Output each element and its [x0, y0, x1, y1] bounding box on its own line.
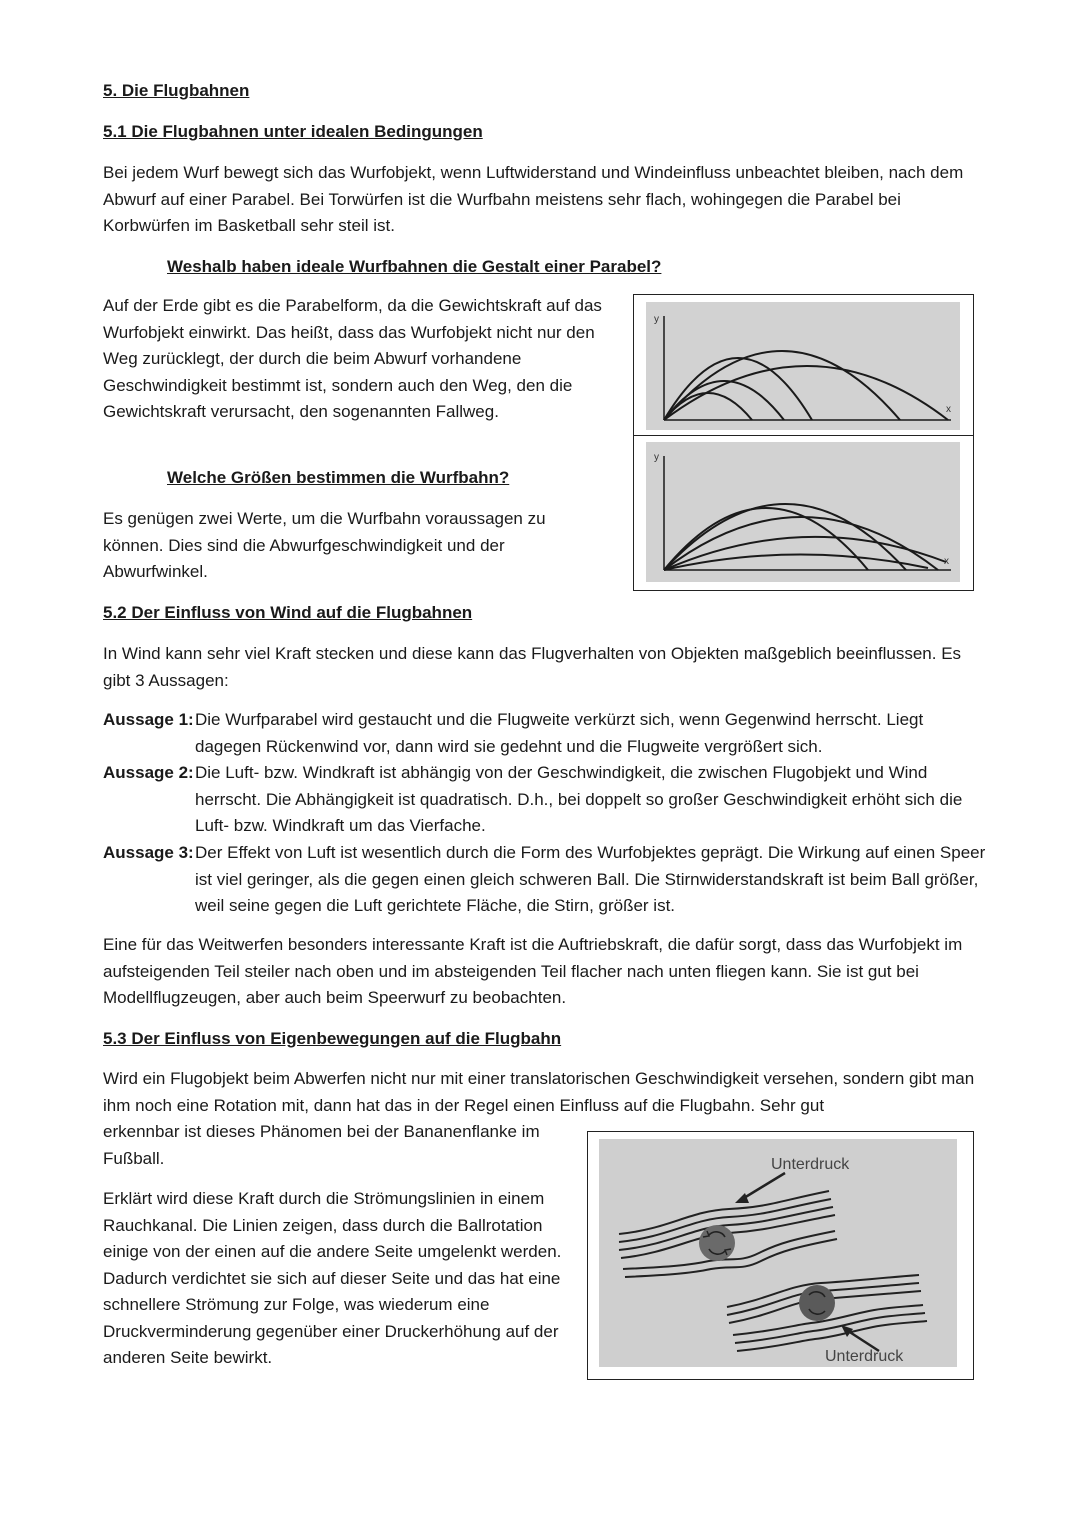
label-unterdruck-top: Unterdruck — [771, 1156, 850, 1173]
parabola-graph-top — [646, 302, 960, 430]
intro-paragraph-5-3: Wird ein Flugobjekt beim Abwerfen nicht nur mit einer translatorischen Geschwindigkeit versehen, sondern gibt man ihm noch eine Rotation mit, dann hat das in der Regel einen Einfluss auf die Flugbahn. Sehr gut — [103, 1069, 975, 1115]
label-unterdruck-bottom: Unterdruck — [825, 1348, 904, 1365]
statement-3-text: Der Effekt von Luft ist wesentlich durch die Form des Wurfobjektes geprägt. Die Wirkung auf einen Speer ist viel geringer, als die gegen einen gleich schweren Ball. Die Stirnwiderstandskraft ist beim Ball größer, weil seine gegen die Luft gerichtete Fläche, die Stirn, größer ist. — [195, 843, 986, 915]
section-title: 5. Die Flugbahnen — [103, 81, 250, 100]
axis-label-y-top: y — [654, 314, 659, 325]
intro-paragraph-5-2: In Wind kann sehr viel Kraft stecken und diese kann das Flugverhalten von Objekten maßgeblich beeinflussen. Es gibt 3 Aussagen: — [103, 644, 962, 690]
statement-3-label: Aussage 3: — [103, 843, 194, 862]
parabola-panel-bottom — [646, 442, 960, 582]
question-parabola: Weshalb haben ideale Wurfbahnen die Gestalt einer Parabel? — [167, 257, 662, 276]
magnus-figure — [587, 1131, 974, 1380]
outro-paragraph-5-2: Eine für das Weitwerfen besonders interessante Kraft ist die Auftriebskraft, die dafür sorgt, dass das Wurfobjekt im aufsteigenden Teil steiler nach oben und im absteigenden Teil flacher nach unten fliegen kann. Sie ist gut bei Modellflugzeugen, aber auch beim Speerwurf zu beobachten. — [103, 935, 963, 1007]
statement-2 — [103, 760, 993, 840]
intro-paragraph-5-3-rest: erkennbar ist dieses Phänomen bei der Bananenflanke im Fußball. — [103, 1122, 540, 1168]
statement-3 — [103, 840, 993, 920]
subsection-5-3-title: 5.3 Der Einfluss von Eigenbewegungen auf die Flugbahn — [103, 1029, 562, 1048]
axis-label-x-top: x — [946, 404, 951, 415]
statement-2-label: Aussage 2: — [103, 763, 194, 782]
parabola-panel-top — [646, 302, 960, 430]
statement-1 — [103, 707, 993, 760]
ball-lower — [799, 1285, 835, 1321]
statement-1-label: Aussage 1: — [103, 710, 194, 729]
answer-parabola: Auf der Erde gibt es die Parabelform, da die Gewichtskraft auf das Wurfobjekt einwirkt. Das heißt, dass das Wurfobjekt nicht nur den Weg zurücklegt, der durch die beim Abwurf vorhandene Geschwindigkeit bestimmt ist, sondern auch den Weg, den die Gewichtskraft verursacht, den sogenannten Fallweg. — [103, 296, 602, 421]
streamline-diagram — [599, 1139, 957, 1367]
axis-label-y-bottom: y — [654, 452, 659, 463]
axis-label-x-bottom: x — [944, 556, 949, 567]
explanation-paragraph: Erklärt wird diese Kraft durch die Strömungslinien in einem Rauchkanal. Die Linien zeigen, dass durch die Ballrotation einige von der einen auf die andere Seite umgelenkt werden. Dadurch verdichtet sie sich auf dieser Seite und das hat eine schnellere Strömung zur Folge, was wiederum eine Druckverminderung gegenüber einer Druckerhöhung auf der anderen Seite bewirkt. — [103, 1189, 562, 1367]
intro-paragraph-5-1: Bei jedem Wurf bewegt sich das Wurfobjekt, wenn Luftwiderstand und Windeinfluss unbeachtet bleiben, nach dem Abwurf auf einer Parabel. Bei Torwürfen ist die Wurfbahn meistens sehr flach, wohingegen die Parabel bei Korbwürfen im Basketball sehr steil ist. — [103, 163, 964, 235]
parabola-graph-bottom — [646, 442, 960, 582]
figure-divider — [634, 435, 973, 436]
ball-upper — [699, 1225, 735, 1261]
subsection-5-1-title: 5.1 Die Flugbahnen unter idealen Bedingungen — [103, 122, 483, 141]
magnus-panel — [599, 1139, 957, 1367]
statement-2-text: Die Luft- bzw. Windkraft ist abhängig von der Geschwindigkeit, die zwischen Flugobjekt und Wind herrscht. Die Abhängigkeit ist quadratisch. D.h., bei doppelt so großer Geschwindigkeit erhöht sich die Luft- bzw. Windkraft um das Vierfache. — [195, 763, 963, 835]
statement-1-text: Die Wurfparabel wird gestaucht und die Flugweite verkürzt sich, wenn Gegenwind herrscht. Liegt dagegen Rückenwind vor, dann wird sie gedehnt und die Flugweite vergrößert sich. — [195, 710, 924, 756]
question-quantities: Welche Größen bestimmen die Wurfbahn? — [167, 468, 510, 487]
subsection-5-2-title: 5.2 Der Einfluss von Wind auf die Flugbahnen — [103, 603, 473, 622]
parabola-figure — [633, 294, 974, 591]
answer-quantities: Es genügen zwei Werte, um die Wurfbahn voraussagen zu können. Dies sind die Abwurfgeschwindigkeit und der Abwurfwinkel. — [103, 509, 546, 581]
